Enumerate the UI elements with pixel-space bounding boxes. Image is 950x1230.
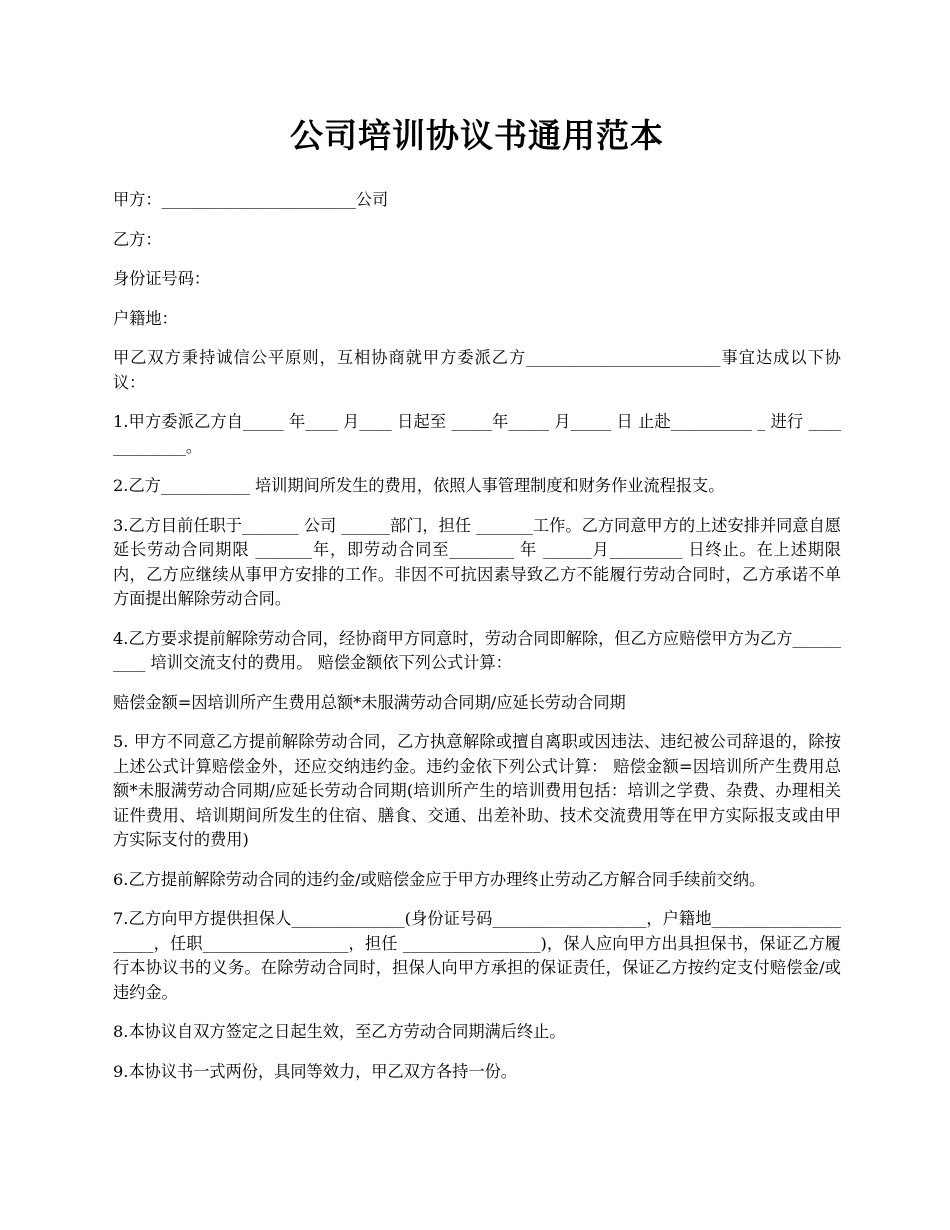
party-b-line: 乙方： — [113, 229, 162, 249]
agreement-preamble: 甲乙双方秉持诚信公平原则，互相协商就甲方委派乙方________________________事宜达成以下协议： — [113, 348, 841, 392]
clause-7: 7.乙方向甲方提供担保人______________(身份证号码___________________，户籍地_____________________，任职__________________，担任 _________________)，保人应向甲方出具担保书，保证乙方履行本协议书的义务。在除劳动合同时，担保人向甲方承担的保证责任，保证乙方按约定支付赔偿金/或违约金。 — [113, 909, 841, 1002]
clause-8: 8.本协议自双方签定之日起生效，至乙方劳动合同期满后终止。 — [113, 1022, 566, 1041]
compensation-formula: 赔偿金额=因培训所产生费用总额*未服满劳动合同期/应延长劳动合同期 — [113, 692, 626, 712]
clause-9: 9.本协议书一式两份，具同等效力，甲乙双方各持一份。 — [113, 1061, 517, 1081]
clause-1: 1.甲方委派乙方自_____ 年____ 月____ 日起至 _____年_____ 月_____ 日 止赴__________ _ 进行 _____________。 — [113, 412, 841, 456]
document-page — [113, 112, 841, 1099]
document-title: 公司培训协议书通用范本 — [290, 116, 664, 155]
clause-2: 2.乙方___________ 培训期间所发生的费用，依照人事管理制度和财务作业流程报支。 — [113, 476, 725, 495]
id-number-line: 身份证号码： — [113, 269, 211, 288]
clause-3: 3.乙方目前任职于_______ 公司 ______部门，担任 _______工作。乙方同意甲方的上述安排并同意自愿延长劳动合同期限 _______年，即劳动合同至________ 年 ______月_________ 日终止。在上述期限内，乙方应继续从事甲方安排的工作。非因不可抗因素导致乙方不能履行劳动合同时，乙方承诺不单方面提出解除劳动合同。 — [113, 515, 841, 608]
clause-6: 6.乙方提前解除劳动合同的违约金/或赔偿金应于甲方办理终止劳动乙方解合同手续前交纳。 — [113, 869, 766, 889]
clause-4: 4.乙方要求提前解除劳动合同，经协商甲方同意时，劳动合同即解除，但乙方应赔偿甲方为乙方__________ 培训交流支付的费用。 赔偿金额依下列公式计算： — [113, 628, 841, 672]
household-registration-line: 户籍地： — [113, 308, 178, 328]
clause-5: 5. 甲方不同意乙方提前解除劳动合同，乙方执意解除或擅自离职或因违法、违纪被公司辞退的，除按上述公式计算赔偿金外，还应交纳违约金。违约金依下列公式计算： 赔偿金额=因培训所产生费用总额*未服满劳动合同期/应延长劳动合同期(培训所产生的培训费用包括：培训之学费、杂费、办理相关证件费用、培训期间所发生的住宿、膳食、交通、出差补助、技术交流费用等在甲方实际报支或由甲方实际支付的费用) — [113, 732, 841, 849]
party-a-line: 甲方：________________________公司 — [113, 190, 389, 209]
